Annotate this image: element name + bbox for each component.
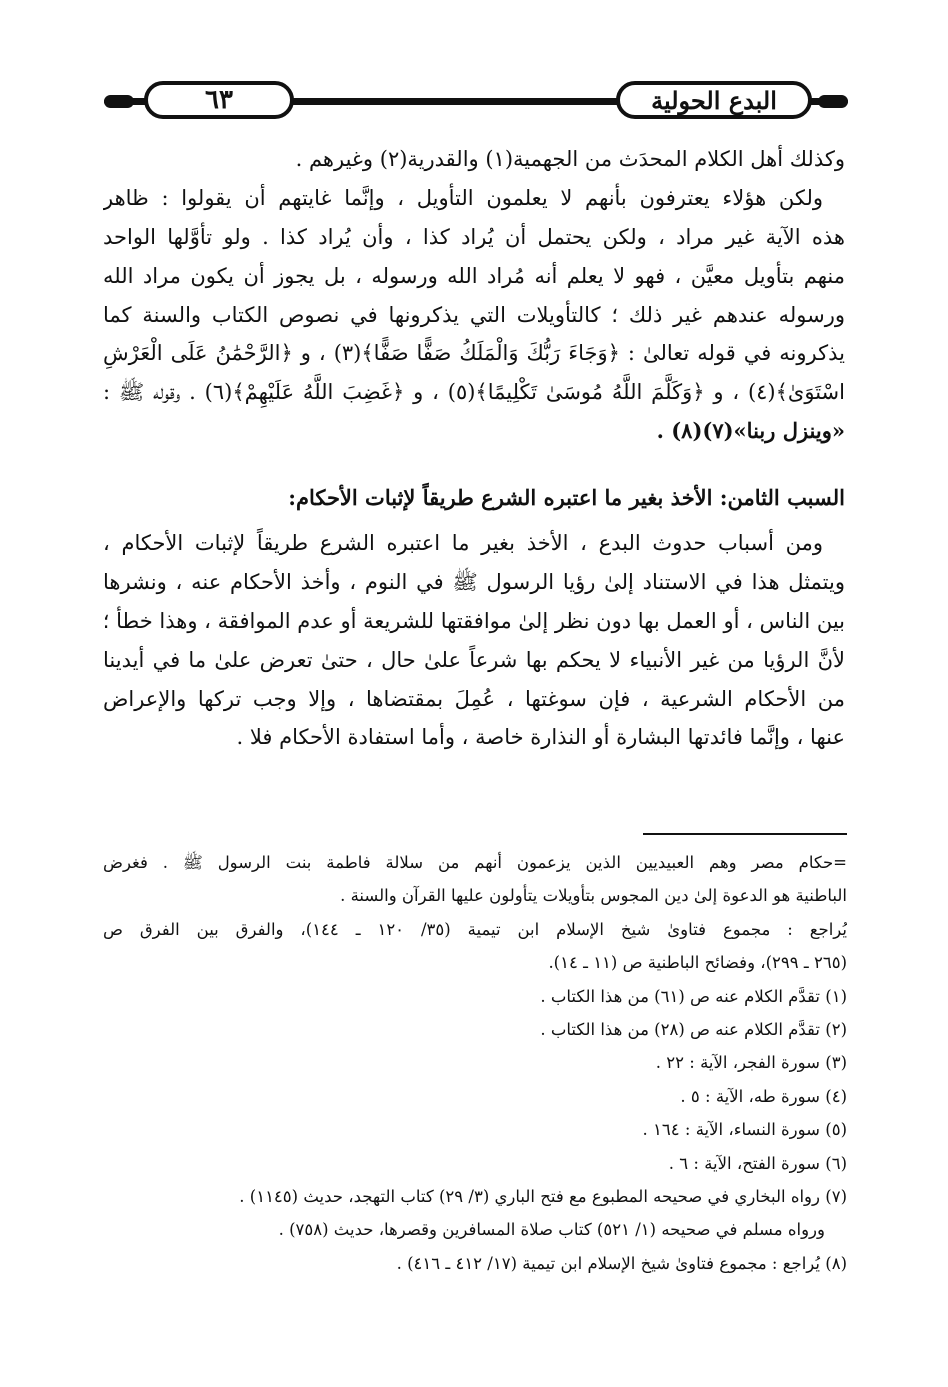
- page-number: ٦٣: [144, 81, 294, 119]
- header-rule-cap-right: [818, 95, 848, 108]
- footnote-line: ورواه مسلم في صحيحه (١/ ٥٢١) كتاب صلاة المسافرين وقصرها، حديث (٧٥٨) .: [278, 1220, 825, 1240]
- footnote-line: (٣) سورة الفجر، الآية : ٢٢ .: [655, 1053, 847, 1073]
- footnote-line: (١) تقدَّم الكلام عنه ص (٦١) من هذا الكتاب .: [540, 986, 847, 1006]
- section-heading: السبب الثامن: الأخذ بغير ما اعتبره الشرع طريقاً لإثبات الأحكام:: [288, 485, 845, 511]
- text-line: بين الناس ، أو العمل بها دون نظر إلىٰ موافقتها للشريعة أو عدم الموافقة ، وهذا خطأ ؛: [103, 608, 845, 633]
- text-line: اسْتَوَىٰ﴾(٤) ، و ﴿وَكَلَّمَ اللَّهُ مُوسَىٰ تَكْلِيمًا﴾(٥) ، و ﴿غَضِبَ اللَّهُ عَلَيْهِمْ﴾(٦) . وقوله ﷺ :: [103, 380, 845, 405]
- header-rule-cap-left: [104, 95, 134, 108]
- footnote-line: =حكام مصر وهم العبيديين الذين يزعمون أنهم من سلالة فاطمة بنت الرسول ﷺ . فغرض: [103, 853, 847, 872]
- text-line: هذه الآية غير مراد ، ولكن يحتمل أن يُراد كذا ، وأن يُراد كذا . ولو تأوَّلها الواحد: [103, 224, 845, 249]
- text-line: ومن أسباب حدوث البدع ، الأخذ بغير ما اعتبره الشرع طريقاً لإثبات الأحكام ،: [103, 531, 823, 556]
- running-header: [104, 78, 848, 128]
- footnote-line: (٨) يُراجع : مجموع فتاوىٰ شيخ الإسلام ابن تيمية (١٧/ ٤١٢ ـ ٤١٦) .: [396, 1253, 847, 1273]
- footnote-line: (٥) سورة النساء، الآية : ١٦٤ .: [642, 1120, 847, 1140]
- text-line: ولكن هؤلاء يعترفون بأنهم لا يعلمون التأويل ، وإنَّما غايتهم أن يقولوا : ظاهر: [103, 185, 823, 210]
- footnote-line: (٢٦٥ ـ ٢٩٩)، وفضائح الباطنية ص (١١ ـ ١٤).: [548, 953, 847, 973]
- text-line: ويتمثل هذا في الاستناد إلىٰ رؤيا الرسول ﷺ في النوم ، وأخذ الأحكام عنه ، ونشرها: [103, 569, 845, 594]
- book-title: البدع الحولية: [616, 81, 812, 119]
- footnote-line: (٤) سورة طه، الآية : ٥ .: [680, 1086, 847, 1106]
- text-line: يذكرونه في قوله تعالىٰ : ﴿وَجَاءَ رَبُّكَ وَالْمَلَكُ صَفًّا صَفًّا﴾(٣) ، و ﴿الرَّحْمَٰنُ عَلَى الْعَرْشِ: [103, 341, 845, 366]
- footnote-line: يُراجع : مجموع فتاوىٰ شيخ الإسلام ابن تيمية (٣٥/ ١٢٠ ـ ١٤٤)، والفرق بين الفرق ص: [103, 919, 847, 939]
- footnotes: [103, 846, 847, 1280]
- text-line: وكذلك أهل الكلام المحدَث من الجهمية(١) والقدرية(٢) وغيرهم .: [295, 147, 845, 171]
- text-line: ورسوله عندهم غير ذلك ؛ كالتأويلات التي يذكرونها في نصوص الكتاب والسنة كما: [103, 302, 845, 327]
- footnote-line: (٢) تقدَّم الكلام عنه ص (٢٨) من هذا الكتاب .: [540, 1019, 847, 1039]
- footnote-line: (٧) رواه البخاري في صحيحه المطبوع مع فتح الباري (٣/ ٢٩) كتاب التهجد، حديث (١١٤٥) .: [239, 1186, 847, 1206]
- text-line: منهم بتأويل معيَّن ، فهو لا يعلم أنه مُراد الله ورسوله ، بل يجوز أن يكون مراد الله: [103, 263, 845, 288]
- main-text: [103, 140, 845, 757]
- text-line: «وينزل ربنا»(٧)(٨) .: [656, 418, 845, 444]
- text-line: عنها ، وإنَّما فائدتها البشارة أو النذارة خاصة ، وأما استفادة الأحكام فلا .: [236, 725, 845, 750]
- footnote-separator: [643, 833, 847, 835]
- text-line: من الأحكام الشرعية ، فإن سوغتها ، عُمِلَ بمقتضاها ، وإلا وجب تركها والإعراض: [103, 686, 845, 711]
- footnote-line: الباطنية هو الدعوة إلىٰ دين المجوس بتأويلات يتأولون عليها القرآن والسنة .: [340, 886, 847, 906]
- text-line: لأنَّ الرؤيا من غير الأنبياء لا يحكم بها شرعاً علىٰ حال ، حتىٰ تعرض علىٰ ما في أيدينا: [103, 647, 845, 672]
- footnote-line: (٦) سورة الفتح، الآية : ٦ .: [668, 1153, 847, 1173]
